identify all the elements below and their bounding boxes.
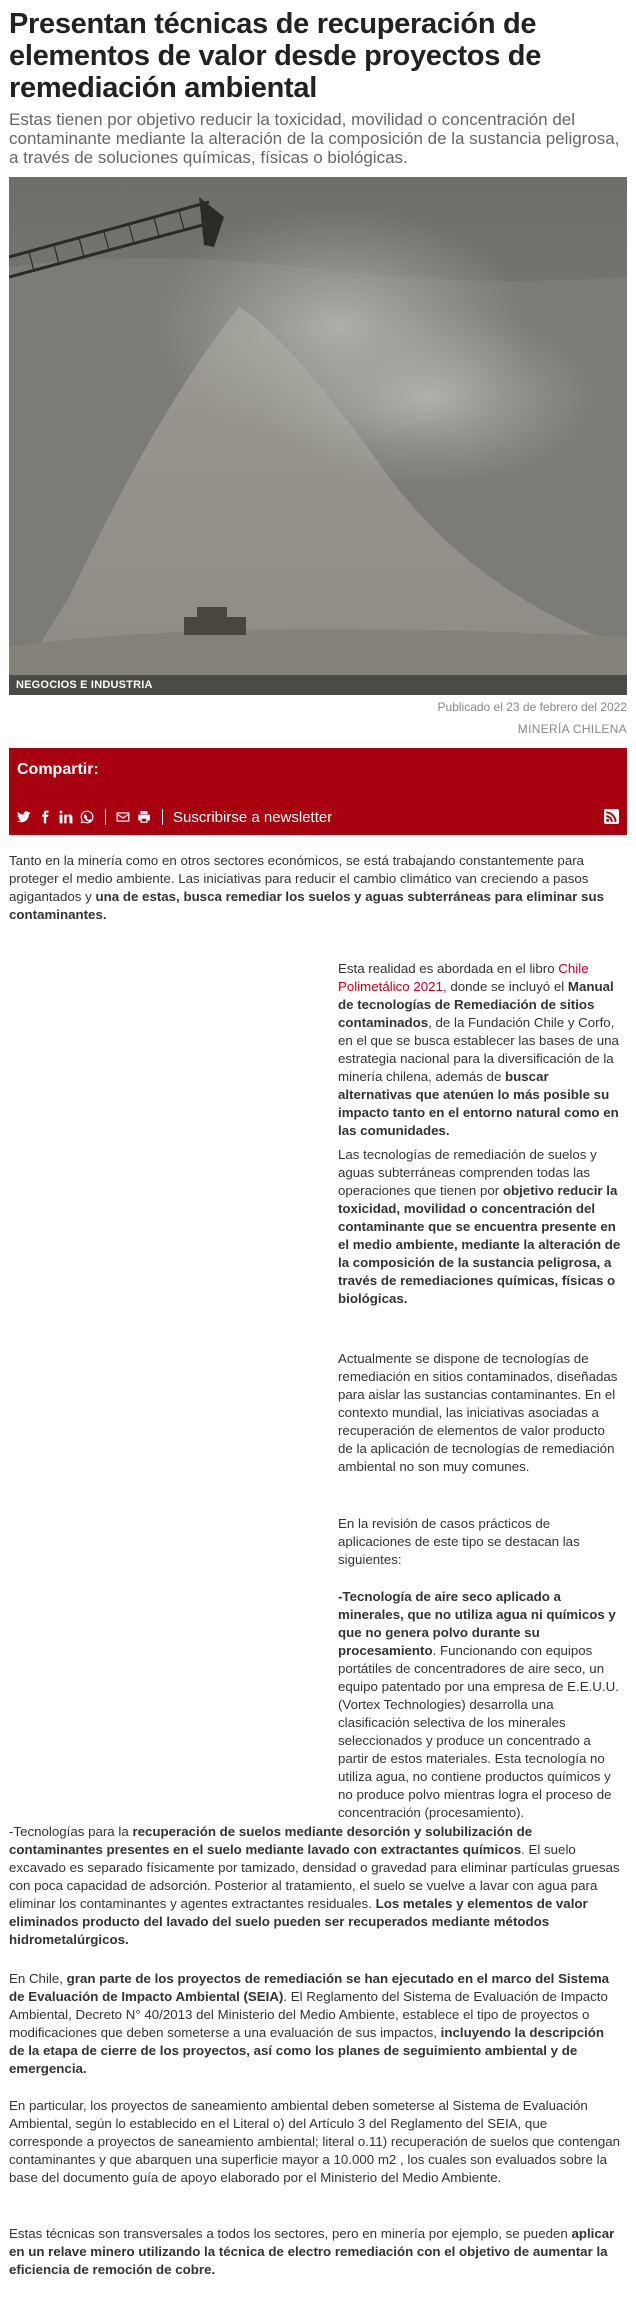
whatsapp-icon[interactable] <box>80 810 94 824</box>
category-label[interactable]: NEGOCIOS E INDUSTRIA <box>16 679 153 691</box>
article-lead: Estas tienen por objetivo reducir la toxicidad, movilidad o concentración del contaminante mediante la alteración de la composición de la sustancia peligrosa, a través de soluciones químicas, físicas o biológicas. <box>9 110 620 167</box>
linkedin-icon[interactable] <box>59 810 73 824</box>
paragraph-intro: Tanto en la minería como en otros sectores económicos, se está trabajando constantemente para proteger el medio ambiente. Las iniciativas para reducir el cambio climático van creciendo a pasos agigantados y una de estas, busca remediar los suelos y aguas subterráneas para eliminar sus contaminantes. <box>9 853 604 922</box>
paragraph-soil-washing: -Tecnologías para la recuperación de suelos mediante desorción y solubilización de contaminantes presentes en el suelo mediante lavado con extractantes químicos. El suelo excavado es separado físicamente por tamizado, densidad o gravedad para eliminar partículas gruesas con poca capacidad de adsorción. Posterior al tratamiento, el suelo se vuelve a lavar con agua para eliminar los contaminantes y agentes extractantes residuales. Los metales y elementos de valor eliminados producto del lavado del suelo pueden ser recuperados mediante métodos hidrometalúrgicos. <box>9 1824 620 1947</box>
paragraph-seia: En Chile, gran parte de los proyectos de remediación se han ejecutado en el marco del Sistema de Evaluación de Impacto Ambiental (SEIA). El Reglamento del Sistema de Evaluación de Impacto Ambiental, Decreto N° 40/2013 del Ministerio del Medio Ambiente, establece el tipo de proyectos o modificaciones que deben someterse a una evaluación de sus impactos, incluyendo la descripción de la etapa de cierre de los proyectos, así como los planes de seguimiento ambiental y de emergencia. <box>9 1971 610 2076</box>
paragraph-technologies: Las tecnologías de remediación de suelos y aguas subterráneas comprenden todas las operaciones que tienen por objetivo reducir la toxicidad, movilidad o concentración del contaminante que se encuentra presente en el medio ambiente, mediante la alteración de la composición de la sustancia peligrosa, a través de remediaciones químicas, físicas o biológicas. <box>338 1147 621 1306</box>
paragraph-current: Actualmente se dispone de tecnologías de remediación en sitios contaminados, diseñadas para aislar las sustancias contaminantes. En el contexto mundial, las iniciativas asociadas a recuperación de elementos de valor producto de la aplicación de tecnologías de remediación ambiental no son muy comunes. <box>338 1351 618 1474</box>
email-icon[interactable] <box>116 810 130 824</box>
publish-date: Publicado el 23 de febrero del 2022 <box>437 700 627 714</box>
paragraph-dry-air: -Tecnología de aire seco aplicado a minerales, que no utiliza agua ni químicos y que no genera polvo durante su procesamiento. Funcionando con equipos portátiles de concentradores de aire seco, un equipo patentado por una empresa de E.E.U.U. (Vortex Technologies) desarrolla una clasificación selectiva de los minerales seleccionados y produce un concentrado a partir de estos materiales. Esta tecnología no utiliza agua, no contiene productos químicos y no produce polvo mientras logra el proceso de concentración (procesamiento). <box>338 1589 619 1820</box>
article-title: Presentan técnicas de recuperación de elementos de valor desde proyectos de remediación ambiental <box>9 8 542 104</box>
paragraph-saneamiento: En particular, los proyectos de saneamiento ambiental deben someterse al Sistema de Evaluación Ambiental, según lo establecido en el Literal o) del Artículo 3 del Reglamento del SEIA, que corresponde a proyectos de saneamiento ambiental; literal o.11) recuperación de suelos que contengan contaminantes y que abarquen una superficie mayor a 10.000 m2 , los cuales son evaluados sobre la base del documento guía de apoyo elaborado por el Ministerio del Medio Ambiente. <box>9 2098 621 2185</box>
paragraph-book: Esta realidad es abordada en el libro Chile Polimetálico 2021, donde se incluyó el Manual de tecnologías de Remediación de sitios contaminados, de la Fundación Chile y Corfo, en el que se busca establecer las bases de una estrategia nacional para la diversificación de la minería chilena, además de buscar alternativas que atenúen lo más posible su impacto tanto en el entorno natural como en las comunidades. <box>338 961 619 1138</box>
paragraph-conclusion: Estas técnicas son transversales a todos los sectores, pero en minería por ejemplo, se pueden aplicar en un relave minero utilizando la técnica de electro remediación con el objetivo de aumentar la eficiencia de remoción de cobre. <box>9 2226 615 2277</box>
book-link[interactable]: Chile Polimetálico 2021 <box>338 961 589 994</box>
share-bar <box>9 748 627 835</box>
share-divider <box>105 809 106 825</box>
share-title: Compartir: <box>17 761 99 778</box>
rss-icon[interactable] <box>604 809 619 824</box>
hero-image <box>9 177 627 695</box>
twitter-icon[interactable] <box>17 810 31 824</box>
share-divider-2 <box>162 809 163 825</box>
source-label[interactable]: MINERÍA CHILENA <box>517 722 627 736</box>
print-icon[interactable] <box>137 810 151 824</box>
category-badge[interactable] <box>9 675 627 695</box>
facebook-icon[interactable] <box>38 810 52 824</box>
paragraph-cases: En la revisión de casos prácticos de aplicaciones de este tipo se destacan las siguientes: <box>338 1516 580 1567</box>
newsletter-link[interactable]: Suscribirse a newsletter <box>173 808 333 826</box>
